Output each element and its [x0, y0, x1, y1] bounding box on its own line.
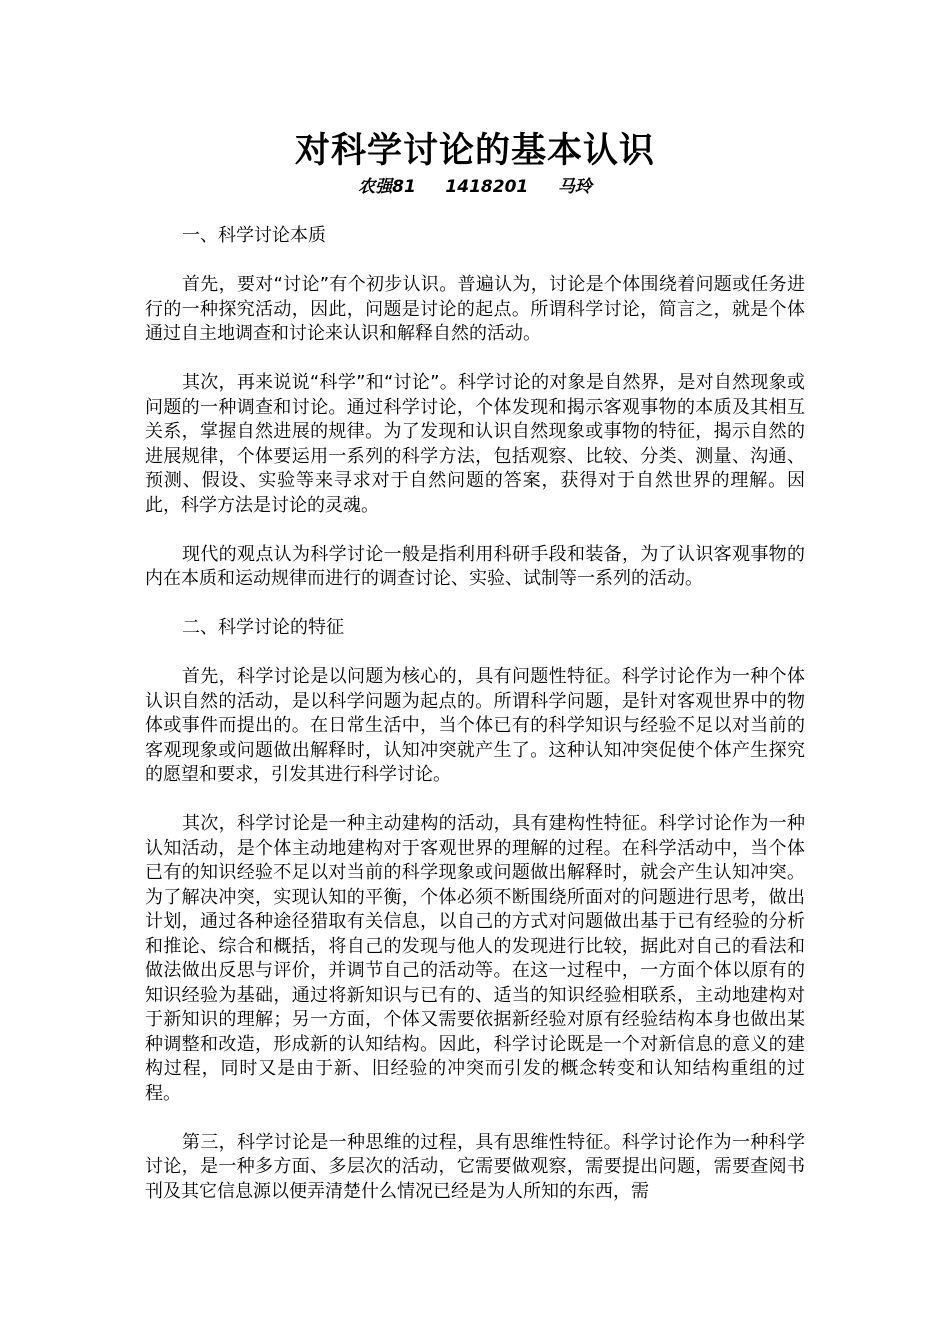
body-paragraph: 其次，再来说说“科学”和“讨论”。科学讨论的对象是自然界，是对自然现象或问题的一种调查和讨论。通过科学讨论，个体发现和揭示客观事物的本质及其相互关系，掌握自然进展的规律。为了发现和认识自然现象或事物的特征，揭示自然的进展规律，个体要运用一系列的科学方法，包括观察、比较、分类、测量、沟通、预测、假设、实验等来寻求对于自然问题的答案，获得对于自然世界的理解。因此，科学方法是讨论的灵魂。 — [145, 372, 805, 516]
body-paragraph: 首先，科学讨论是以问题为核心的，具有问题性特征。科学讨论作为一种个体认识自然的活动，是以科学问题为起点的。所谓科学问题，是针对客观世界中的物体或事件而提出的。在日常生活中，当个体已有的科学知识与经验不足以对当前的客观现象或问题做出解释时，认知冲突就产生了。这种认知冲突促使个体产生探究的愿望和要求，引发其进行科学讨论。 — [145, 666, 805, 785]
section-heading: 一、科学讨论本质 — [182, 225, 326, 246]
author-byline: 农强81 1418201 马玲 — [358, 177, 592, 197]
body-paragraph: 现代的观点认为科学讨论一般是指利用科研手段和装备，为了认识客观事物的内在本质和运动规律而进行的调查讨论、实验、试制等一系列的活动。 — [145, 543, 805, 589]
document-title: 对科学讨论的基本认识 — [294, 131, 655, 171]
document-body — [145, 224, 805, 1229]
body-paragraph: 第三，科学讨论是一种思维的过程，具有思维性特征。科学讨论作为一种科学讨论，是一种多方面、多层次的活动，它需要做观察，需要提出问题，需要查阅书刊及其它信息源以便弄清楚什么情况已经是为人所知的东西，需 — [145, 1131, 805, 1202]
body-paragraph: 首先，要对“讨论”有个初步认识。普遍认为，讨论是个体围绕着问题或任务进行的一种探究活动，因此，问题是讨论的起点。所谓科学讨论，简言之，就是个体通过自主地调查和讨论来认识和解释自然的活动。 — [145, 274, 805, 344]
body-paragraph: 其次，科学讨论是一种主动建构的活动，具有建构性特征。科学讨论作为一种认知活动，是个体主动地建构对于客观世界的理解的过程。在科学活动中，当个体已有的知识经验不足以对当前的科学现象或问题做出解释时，就会产生认知冲突。为了解决冲突，实现认知的平衡，个体必须不断围绕所面对的问题进行思考，做出计划，通过各种途径猎取有关信息，以自己的方式对问题做出基于已有经验的分析和推论、综合和概括，将自己的发现与他人的发现进行比较，据此对自己的看法和做法做出反思与评价，并调节自己的活动等。在这一过程中，一方面个体以原有的知识经验为基础，通过将新知识与已有的、适当的知识经验相联系，主动地建构对于新知识的理解；另一方面，个体又需要依据新经验对原有经验结构本身也做出某种调整和改造，形成新的认知结构。因此，科学讨论既是一个对新信息的意义的建构过程，同时又是由于新、旧经验的冲突而引发的概念转变和认知结构重组的过程。 — [145, 813, 805, 1104]
section-heading: 二、科学讨论的特征 — [182, 617, 344, 638]
